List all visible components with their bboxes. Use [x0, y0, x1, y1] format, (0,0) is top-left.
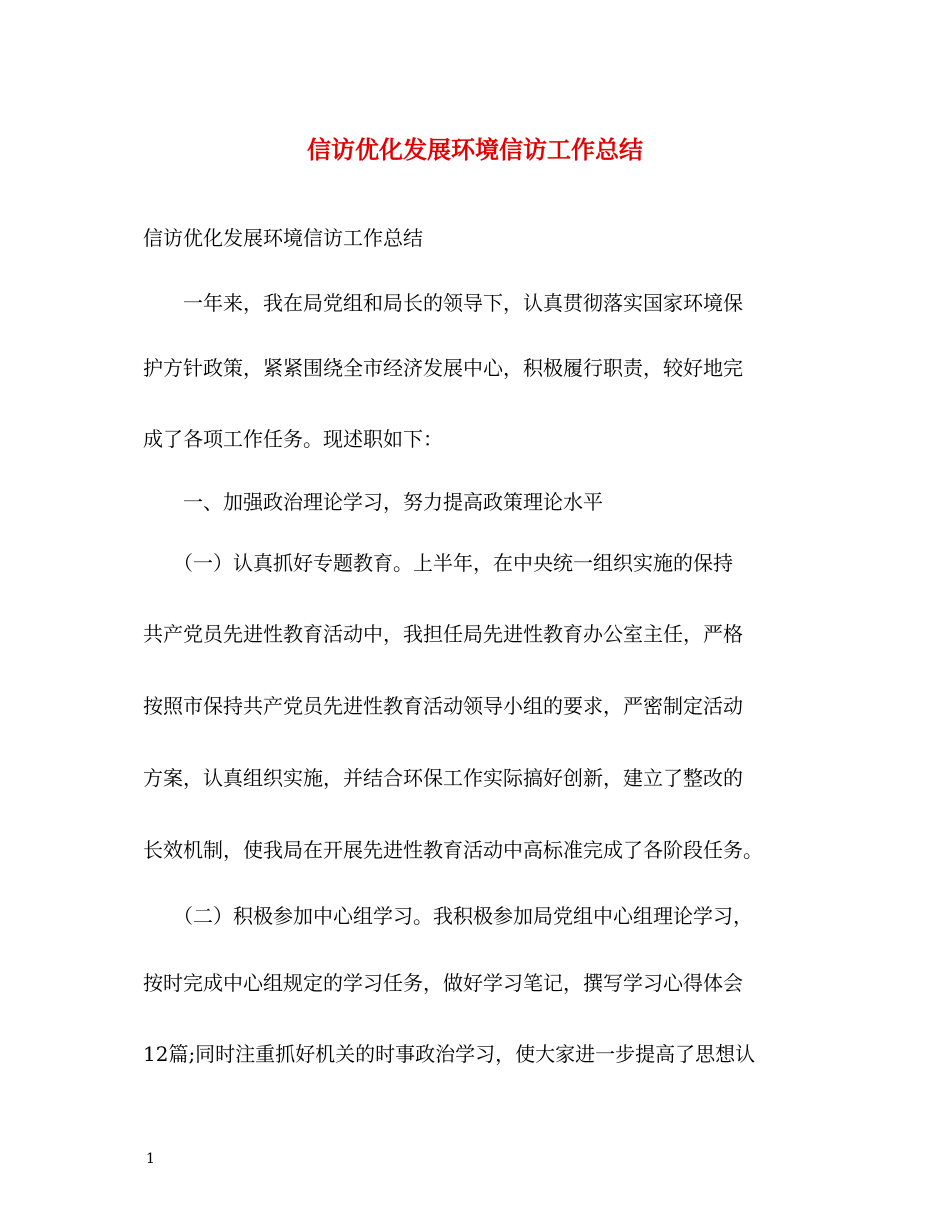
body-line: 共产党员先进性教育活动中，我担任局先进性教育办公室主任，严格 — [143, 622, 743, 646]
body-line: （一）认真抓好专题教育。上半年，在中央统一组织实施的保持 — [143, 551, 733, 575]
page-number: 1 — [146, 1151, 155, 1167]
body-line: 一、加强政治理论学习，努力提高政策理论水平 — [143, 490, 603, 514]
body-line: 按时完成中心组规定的学习任务，做好学习笔记，撰写学习心得体会 — [143, 971, 743, 995]
body-line: 一年来，我在局党组和局长的领导下，认真贯彻落实国家环境保 — [143, 291, 743, 315]
document-title: 信访优化发展环境信访工作总结 — [307, 135, 643, 164]
body-line: （二）积极参加中心组学习。我积极参加局党组中心组理论学习， — [143, 904, 753, 928]
body-line: 方案，认真组织实施，并结合环保工作实际搞好创新，建立了整改的 — [143, 766, 743, 790]
body-line: 长效机制，使我局在开展先进性教育活动中高标准完成了各阶段任务。 — [143, 838, 763, 862]
body-line: 按照市保持共产党员先进性教育活动领导小组的要求，严密制定活动 — [143, 694, 743, 718]
body-line: 12篇;同时注重抓好机关的时事政治学习，使大家进一步提高了思想认 — [143, 1042, 756, 1066]
body-line: 成了各项工作任务。现述职如下： — [143, 427, 443, 451]
body-line: 护方针政策，紧紧围绕全市经济发展中心，积极履行职责，较好地完 — [143, 356, 743, 380]
body-line: 信访优化发展环境信访工作总结 — [143, 226, 423, 250]
